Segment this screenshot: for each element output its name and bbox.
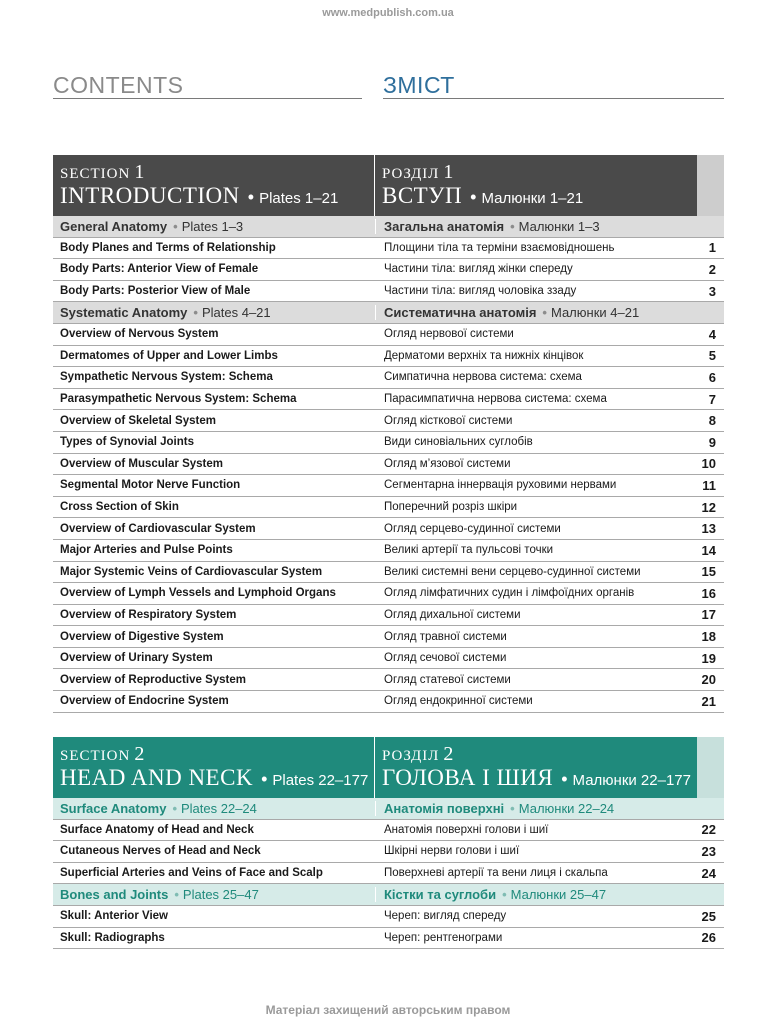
subsection-name: Bones and Joints bbox=[60, 887, 169, 903]
plate-number: 17 bbox=[701, 607, 716, 623]
entry-title-ua: Огляд м’язової системи bbox=[375, 458, 686, 470]
toc-entry[interactable] bbox=[53, 410, 724, 432]
toc-section-1 bbox=[53, 155, 724, 713]
subsection-name-ua: Загальна анатомія bbox=[384, 218, 505, 234]
entry-title-ua: Парасимпатична нервова система: схема bbox=[375, 393, 686, 405]
entry-title-en: Overview of Digestive System bbox=[60, 630, 224, 643]
entry-title-ua: Огляд травної системи bbox=[375, 631, 686, 643]
toc-entry[interactable] bbox=[53, 238, 724, 260]
entry-title-en: Major Arteries and Pulse Points bbox=[60, 544, 233, 557]
toc-entry[interactable] bbox=[53, 281, 724, 303]
entry-title-ua: Частини тіла: вигляд чоловіка ззаду bbox=[375, 285, 686, 297]
entry-title-en: Body Parts: Anterior View of Female bbox=[60, 263, 259, 276]
entry-title-en: Parasympathetic Nervous System: Schema bbox=[60, 393, 297, 406]
entry-title-ua: Анатомія поверхні голови і шиї bbox=[375, 824, 686, 836]
entry-title-ua: Огляд сечової системи bbox=[375, 652, 686, 664]
plate-number: 2 bbox=[708, 261, 716, 277]
toc-entry[interactable] bbox=[53, 605, 724, 627]
plate-number: 1 bbox=[708, 240, 716, 256]
entry-title-ua: Огляд нервової системи bbox=[375, 328, 686, 340]
bullet-separator: • bbox=[174, 887, 179, 903]
subsection-plates: Plates 22–24 bbox=[181, 800, 257, 816]
entry-title-ua: Череп: рентгенограми bbox=[375, 932, 686, 944]
entry-title-en: Skull: Anterior View bbox=[60, 910, 168, 923]
toc-entry[interactable] bbox=[53, 540, 724, 562]
entry-title-en: Major Systemic Veins of Cardiovascular System bbox=[60, 565, 323, 578]
subsection-name: General Anatomy bbox=[60, 218, 168, 234]
section-plates: Plates 22–177 bbox=[272, 772, 369, 789]
section-title-line-ua bbox=[382, 765, 690, 794]
section-word-ua: РОЗДІЛ bbox=[382, 166, 440, 182]
entry-title-ua: Поперечний розріз шкіри bbox=[375, 501, 686, 513]
toc-entry[interactable] bbox=[53, 389, 724, 411]
bullet-separator: • bbox=[261, 769, 268, 789]
plate-number: 23 bbox=[701, 843, 716, 859]
contents-heading: CONTENTS bbox=[53, 72, 362, 99]
entry-title-en: Segmental Motor Nerve Function bbox=[60, 479, 241, 492]
toc-entry[interactable] bbox=[53, 906, 724, 928]
entry-title-ua: Великі артерії та пульсові точки bbox=[375, 544, 686, 556]
entry-title-en: Overview of Lymph Vessels and Lymphoid Organs bbox=[60, 587, 336, 600]
section-label bbox=[60, 745, 367, 765]
contents-heading-ua: ЗМІСТ bbox=[383, 72, 724, 99]
section-number: 1 bbox=[134, 161, 146, 183]
entry-title-en: Surface Anatomy of Head and Neck bbox=[60, 823, 254, 836]
entry-title-en: Body Parts: Posterior View of Male bbox=[60, 285, 251, 298]
entry-title-en: Overview of Nervous System bbox=[60, 328, 219, 341]
entry-title-en: Overview of Reproductive System bbox=[60, 673, 246, 686]
entry-title-ua: Види синовіальних суглобів bbox=[375, 436, 686, 448]
entry-title-en: Cross Section of Skin bbox=[60, 501, 179, 514]
toc-entry[interactable] bbox=[53, 648, 724, 670]
entry-title-ua: Огляд лімфатичних судин і лімфоїдних органів bbox=[375, 587, 686, 599]
subsection-header bbox=[53, 884, 724, 906]
section-header bbox=[53, 155, 724, 216]
section-number-ua: 1 bbox=[443, 161, 455, 183]
entry-title-en: Skull: Radiographs bbox=[60, 931, 165, 944]
entry-title-ua: Великі системні вени серцево-судинної системи bbox=[375, 566, 686, 578]
subsection-plates: Plates 25–47 bbox=[182, 887, 259, 903]
entry-title-en: Overview of Cardiovascular System bbox=[60, 522, 256, 535]
subsection-title-en bbox=[53, 887, 375, 902]
subsection-plates-ua: Малюнки 25–47 bbox=[510, 887, 607, 903]
section-title-line-ua bbox=[382, 183, 690, 212]
bullet-separator: • bbox=[193, 305, 198, 321]
subsection-header bbox=[53, 216, 724, 238]
section-plates-ua: Малюнки 1–21 bbox=[481, 190, 584, 207]
section-label-ua bbox=[382, 745, 690, 765]
bullet-separator: • bbox=[470, 187, 477, 207]
plate-number: 26 bbox=[701, 930, 716, 946]
bullet-separator: • bbox=[561, 769, 568, 789]
toc-entry[interactable] bbox=[53, 820, 724, 842]
copyright-note: Матеріал захищений авторським правом bbox=[265, 1003, 511, 1017]
plate-number: 8 bbox=[708, 413, 716, 429]
entry-title-ua: Огляд серцево-судинної системи bbox=[375, 523, 686, 535]
entry-title-en: Overview of Skeletal System bbox=[60, 414, 216, 427]
entry-title-ua: Сегментарна іннервація руховими нервами bbox=[375, 479, 686, 491]
entry-title-en: Overview of Endocrine System bbox=[60, 695, 229, 708]
subsection-plates: Plates 1–3 bbox=[181, 218, 244, 234]
plate-number: 7 bbox=[708, 391, 716, 407]
toc-entry[interactable] bbox=[53, 841, 724, 863]
bullet-separator: • bbox=[502, 887, 507, 903]
plate-number: 12 bbox=[701, 499, 716, 515]
toc-entry[interactable] bbox=[53, 928, 724, 950]
entry-title-ua: Площини тіла та терміни взаємовідношень bbox=[375, 242, 686, 254]
plate-number: 21 bbox=[701, 693, 716, 709]
subsection-header bbox=[53, 798, 724, 820]
section-title: INTRODUCTION bbox=[60, 183, 240, 208]
plate-number: 3 bbox=[708, 283, 716, 299]
section-title-line bbox=[60, 183, 367, 212]
subsection-title-ua bbox=[375, 887, 724, 902]
plate-number: 14 bbox=[701, 542, 716, 558]
entry-title-ua: Огляд статевої системи bbox=[375, 674, 686, 686]
plate-number: 10 bbox=[701, 456, 716, 472]
plate-number: 4 bbox=[708, 326, 716, 342]
section-number: 2 bbox=[134, 743, 146, 765]
entry-title-en: Overview of Respiratory System bbox=[60, 608, 237, 621]
toc-entry[interactable] bbox=[53, 497, 724, 519]
plate-number: 15 bbox=[701, 564, 716, 580]
toc-entry[interactable] bbox=[53, 346, 724, 368]
subsection-name-ua: Анатомія поверхні bbox=[384, 800, 505, 816]
source-url: www.medpublish.com.ua bbox=[322, 7, 454, 19]
subsection-plates-ua: Малюнки 22–24 bbox=[518, 800, 615, 816]
section-header-ua bbox=[375, 155, 697, 216]
plate-number: 20 bbox=[701, 672, 716, 688]
entry-title-ua: Частини тіла: вигляд жінки спереду bbox=[375, 263, 686, 275]
entry-title-en: Types of Synovial Joints bbox=[60, 436, 194, 449]
toc-entry[interactable] bbox=[53, 626, 724, 648]
subsection-name-ua: Систематична анатомія bbox=[384, 305, 537, 321]
section-title-ua: ВСТУП bbox=[382, 183, 463, 208]
bullet-separator: • bbox=[542, 305, 547, 321]
section-label-ua bbox=[382, 163, 690, 183]
plate-number: 9 bbox=[708, 434, 716, 450]
section-word: SECTION bbox=[60, 748, 131, 764]
toc-entry[interactable] bbox=[53, 324, 724, 346]
section-number-ua: 2 bbox=[443, 743, 455, 765]
entry-title-ua: Поверхневі артерії та вени лиця і скальпа bbox=[375, 867, 686, 879]
section-header-en bbox=[53, 155, 374, 216]
plate-number: 5 bbox=[708, 348, 716, 364]
entry-title-en: Overview of Urinary System bbox=[60, 652, 213, 665]
entry-title-en: Overview of Muscular System bbox=[60, 457, 223, 470]
plate-number: 24 bbox=[701, 865, 716, 881]
subsection-title-en bbox=[53, 305, 375, 320]
toc-entry[interactable] bbox=[53, 367, 724, 389]
toc-entry[interactable] bbox=[53, 863, 724, 885]
toc-entry[interactable] bbox=[53, 562, 724, 584]
entry-title-ua: Огляд кісткової системи bbox=[375, 415, 686, 427]
toc-entry[interactable] bbox=[53, 583, 724, 605]
entry-title-ua: Огляд ендокринної системи bbox=[375, 695, 686, 707]
toc-entry[interactable] bbox=[53, 432, 724, 454]
toc-entry[interactable] bbox=[53, 691, 724, 713]
entry-title-ua: Симпатична нервова система: схема bbox=[375, 371, 686, 383]
subsection-plates-ua: Малюнки 1–3 bbox=[518, 218, 600, 234]
entry-title-ua: Шкірні нерви голови і шиї bbox=[375, 845, 686, 857]
plate-number: 18 bbox=[701, 629, 716, 645]
subsection-title-en bbox=[53, 801, 375, 816]
section-label bbox=[60, 163, 367, 183]
section-title-ua: ГОЛОВА І ШИЯ bbox=[382, 765, 554, 790]
entry-title-en: Cutaneous Nerves of Head and Neck bbox=[60, 845, 261, 858]
section-title-line bbox=[60, 765, 367, 794]
entry-title-en: Dermatomes of Upper and Lower Limbs bbox=[60, 349, 278, 362]
section-word-ua: РОЗДІЛ bbox=[382, 748, 440, 764]
entry-title-en: Body Planes and Terms of Relationship bbox=[60, 241, 276, 254]
bullet-separator: • bbox=[247, 187, 255, 207]
bullet-separator: • bbox=[510, 800, 515, 816]
toc-entry[interactable] bbox=[53, 669, 724, 691]
subsection-plates: Plates 4–21 bbox=[201, 305, 271, 321]
toc-entry[interactable] bbox=[53, 475, 724, 497]
entry-title-ua: Череп: вигляд спереду bbox=[375, 910, 686, 922]
section-word: SECTION bbox=[60, 166, 131, 182]
bullet-separator: • bbox=[172, 800, 177, 816]
subsection-name-ua: Кістки та суглоби bbox=[384, 887, 497, 903]
toc-entry[interactable] bbox=[53, 518, 724, 540]
subsection-title-en bbox=[53, 219, 375, 234]
plate-number: 6 bbox=[708, 369, 716, 385]
toc-section-2 bbox=[53, 737, 724, 949]
plate-number: 25 bbox=[701, 908, 716, 924]
entry-title-ua: Дерматоми верхніх та нижніх кінцівок bbox=[375, 350, 686, 362]
section-header-en bbox=[53, 737, 374, 798]
subsection-title-ua bbox=[375, 305, 724, 320]
subsection-title-ua bbox=[375, 801, 724, 816]
bullet-separator: • bbox=[510, 218, 515, 234]
toc-entry[interactable] bbox=[53, 259, 724, 281]
plate-number: 13 bbox=[701, 521, 716, 537]
section-title: HEAD AND NECK bbox=[60, 765, 254, 790]
subsection-header bbox=[53, 302, 724, 324]
section-header bbox=[53, 737, 724, 798]
entry-title-en: Sympathetic Nervous System: Schema bbox=[60, 371, 273, 384]
section-plates-ua: Малюнки 22–177 bbox=[572, 772, 691, 789]
entry-title-en: Superficial Arteries and Veins of Face and Scalp bbox=[60, 867, 323, 880]
plate-number: 19 bbox=[701, 650, 716, 666]
entry-title-ua: Огляд дихальної системи bbox=[375, 609, 686, 621]
subsection-plates-ua: Малюнки 4–21 bbox=[550, 305, 640, 321]
plate-number: 11 bbox=[702, 477, 716, 493]
subsection-name: Surface Anatomy bbox=[60, 800, 167, 816]
subsection-title-ua bbox=[375, 219, 724, 234]
section-header-tab bbox=[697, 155, 724, 216]
bullet-separator: • bbox=[173, 218, 178, 234]
section-header-tab bbox=[697, 737, 724, 798]
toc-entry[interactable] bbox=[53, 454, 724, 476]
section-plates: Plates 1–21 bbox=[259, 190, 339, 207]
plate-number: 16 bbox=[701, 585, 716, 601]
section-header-ua bbox=[375, 737, 697, 798]
subsection-name: Systematic Anatomy bbox=[60, 305, 188, 321]
plate-number: 22 bbox=[701, 822, 716, 838]
